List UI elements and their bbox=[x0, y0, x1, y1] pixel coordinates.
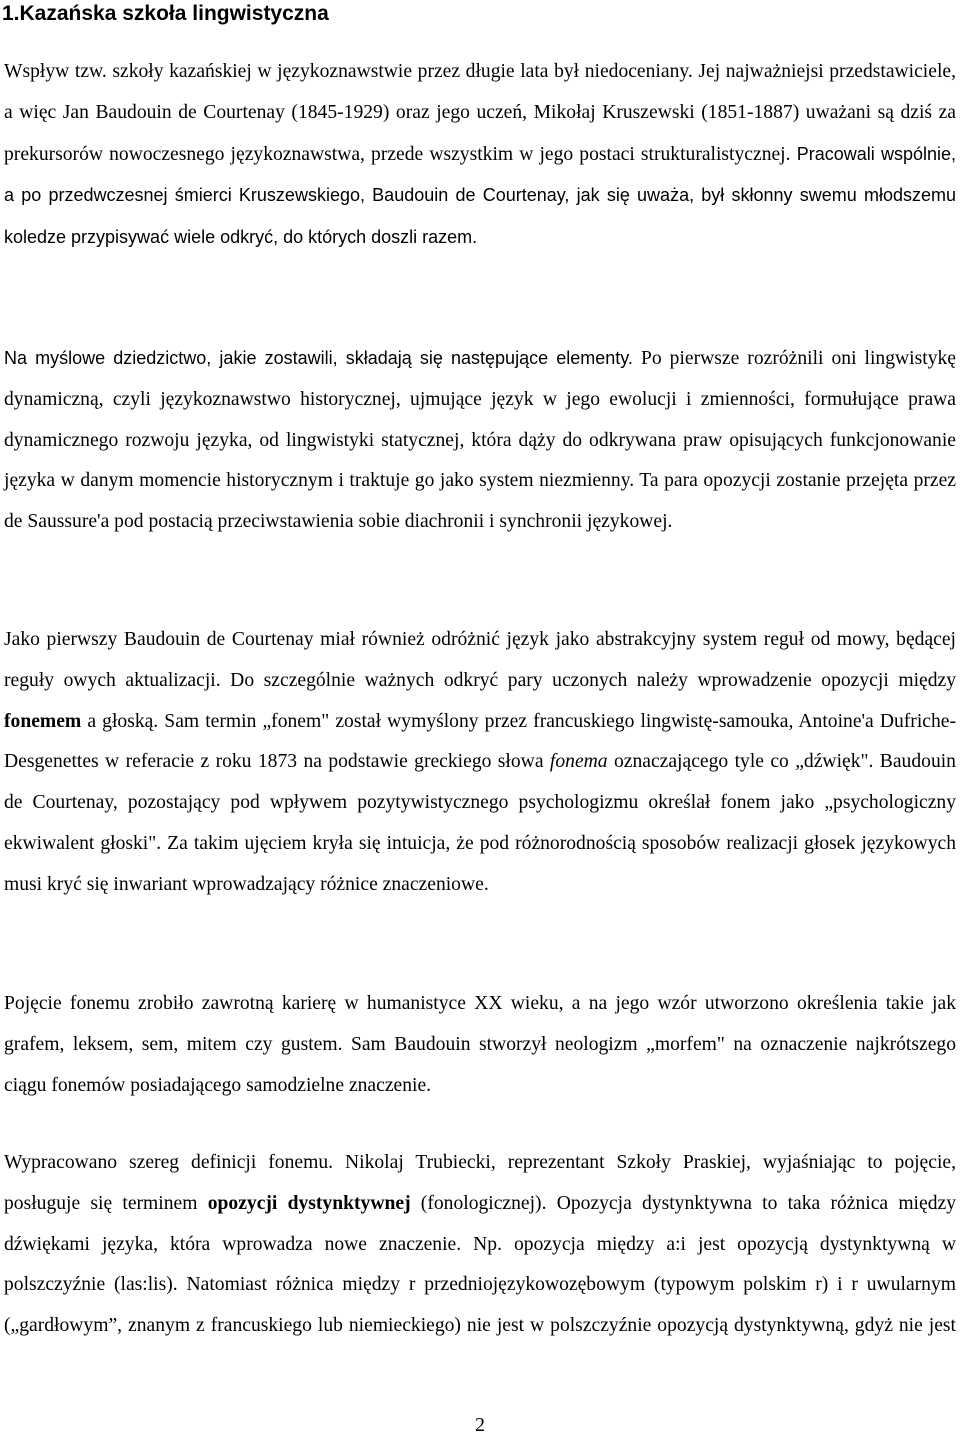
paragraph-3-bold-term: fonemem bbox=[4, 710, 82, 732]
paragraph-3 bbox=[4, 620, 956, 906]
paragraph-5-text-b: (fonologicznej). Opozycja dystynktywna to taka różnica między dźwiękami języka, która wprowadza nowe znaczenie. Np. opozycja między a:i jest opozycją dystynktywną w polszczyźnie (las:lis). Natomiast różnica między r przedniojęzykowozębowym (typowym polskim r) i r uwularnym („gardłowym”, znanym z francuskiego lub niemieckiego) nie jest w polszczyźnie opozycją dystynktywną, gdyż nie jest bbox=[4, 1192, 956, 1337]
section-heading: 1.Kazańska szkoła lingwistyczna bbox=[2, 2, 329, 25]
paragraph-2-serif-text: Po pierwsze rozróżnili oni lingwistykę dynamiczną, czyli językoznawstwo historycznej, ujmujące język w jego ewolucji i zmienności, formułujące prawa dynamicznego rozwoju języka, od lingwistyki statycznej, która dąży do odkrywana praw opisujących funkcjonowanie języka w danym momencie historycznym i traktuje go jako system niezmienny. Ta para opozycji zostanie przejęta przez de Saussure'a pod postacią przeciwstawienia sobie diachronii i synchronii językowej. bbox=[4, 348, 956, 533]
paragraph-2 bbox=[4, 338, 956, 543]
paragraph-4 bbox=[4, 984, 956, 1106]
paragraph-3-italic-term: fonema bbox=[549, 751, 608, 773]
paragraph-5 bbox=[4, 1143, 956, 1347]
paragraph-3-text-a: Jako pierwszy Baudouin de Courtenay miał również odróżnić język jako abstrakcyjny system reguł od mowy, będącej reguły owych aktualizacji. Do szczególnie ważnych odkryć pary uczonych należy wprowadzenie opozycji między bbox=[4, 629, 956, 691]
paragraph-2-sans-text: Na myślowe dziedzictwo, jakie zostawili, składają się następujące elementy. bbox=[4, 348, 633, 368]
paragraph-1 bbox=[4, 52, 956, 259]
paragraph-3-text-b: a głoską. Sam termin „fonem" został wymyślony przez francuskiego lingwistę-samouka, Antoine'a Dufriche-Desgenettes w referacie z roku 1873 na podstawie greckiego słowa bbox=[4, 710, 956, 773]
paragraph-1-serif-text: Wspływ tzw. szkoły kazańskiej w językoznawstwie przez długie lata był niedoceniany. Jej najważniejsi przedstawiciele, a więc Jan Baudouin de Courtenay (1845-1929) oraz jego uczeń, Mikołaj Kruszewski (1851-1887) uważani są dziś za prekursorów nowoczesnego językoznawstwa, przede wszystkim w jego postaci strukturalistycznej. bbox=[4, 61, 956, 165]
paragraph-5-bold-term: opozycji dystynktywnej bbox=[207, 1192, 411, 1214]
paragraph-1-sans-text: Pracowali wspólnie, a po przedwczesnej śmierci Kruszewskiego, Baudouin de Courtenay, jak się uważa, był skłonny swemu młodszemu koledze przypisywać wiele odkryć, do których doszli razem. bbox=[4, 143, 956, 248]
paragraph-3-text-c: oznaczającego tyle co „dźwięk". Baudouin de Courtenay, pozostający pod wpływem pozytywistycznego psychologizmu określał fonem jako „psychologiczny ekwiwalent głoski". Za takim ujęciem kryła się intuicja, że pod różnorodnością sposobów realizacji głosek językowych musi kryć się inwariant wprowadzający różnice znaczeniowe. bbox=[4, 751, 956, 895]
paragraph-5-text-a: Wypracowano szereg definicji fonemu. Nikolaj Trubiecki, reprezentant Szkoły Praskiej, wyjaśniając to pojęcie, posługuje się terminem bbox=[4, 1152, 956, 1214]
page-number: 2 bbox=[475, 1414, 485, 1436]
paragraph-4-text: Pojęcie fonemu zrobiło zawrotną karierę w humanistyce XX wieku, a na jego wzór utworzono określenia takie jak grafem, leksem, sem, mitem czy gustem. Sam Baudouin stworzył neologizm „morfem" na oznaczenie najkrótszego ciągu fonemów posiadającego samodzielne znaczenie. bbox=[4, 993, 956, 1096]
